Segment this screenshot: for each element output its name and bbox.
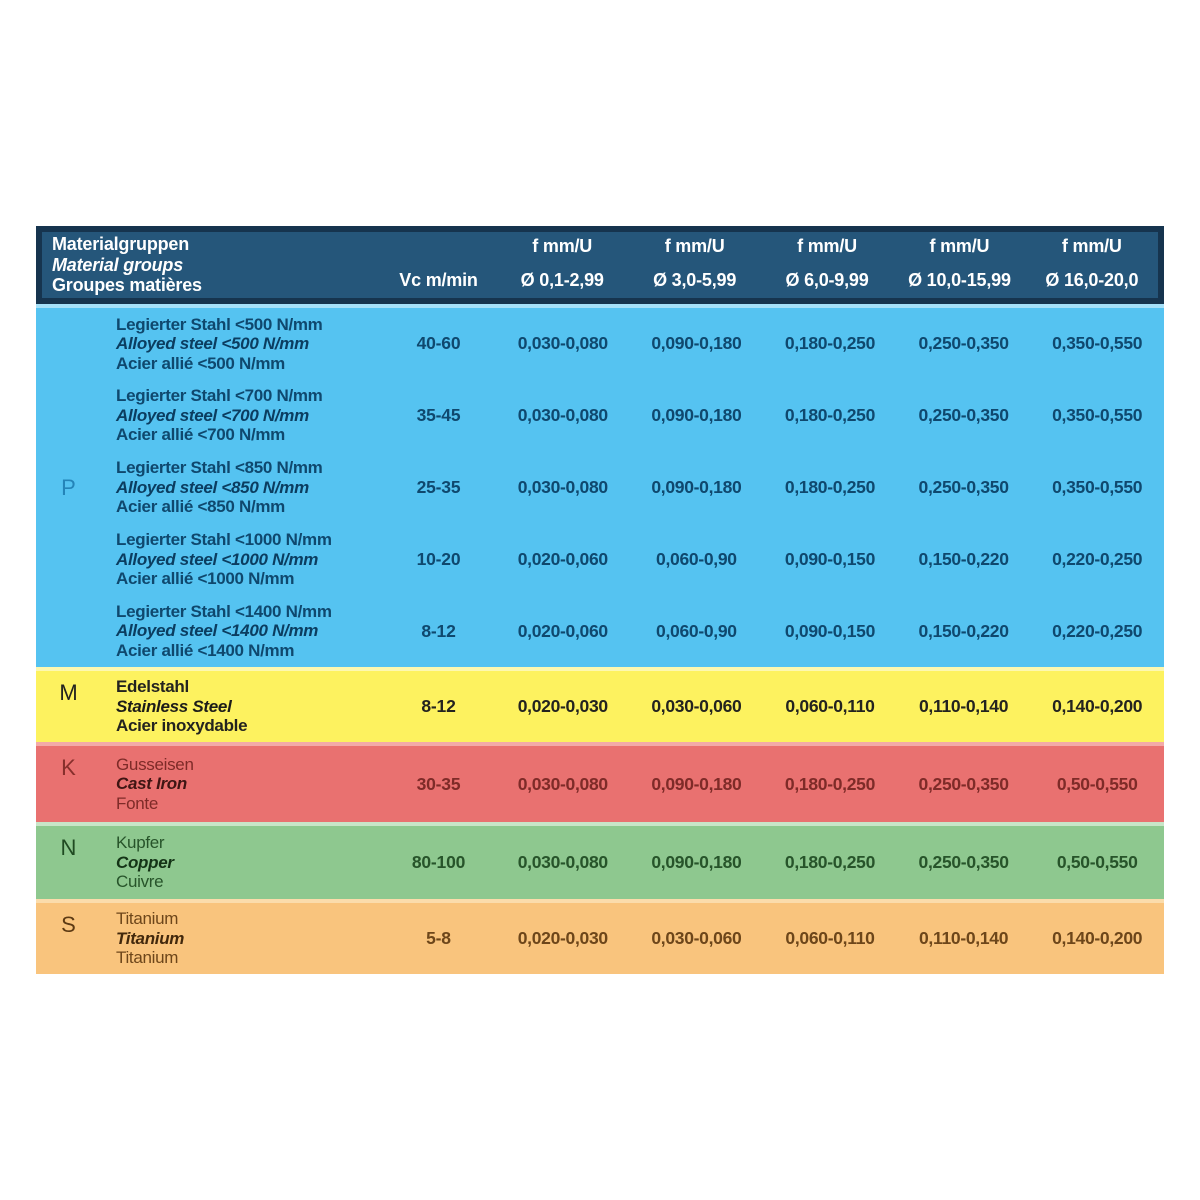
material-label	[101, 458, 381, 517]
feed-values	[496, 774, 1164, 795]
feed-unit-label: f mm/U	[1061, 236, 1122, 256]
feed-values	[496, 333, 1164, 354]
material-name-fr: Acier allié <1000 N/mm	[116, 569, 295, 589]
feed-value: 0,090-0,150	[784, 548, 876, 569]
material-groups-title	[42, 232, 381, 298]
material-name-de: Legierter Stahl <700 N/mm	[116, 386, 323, 406]
material-name-en: Alloyed steel <1000 N/mm	[116, 549, 319, 569]
table-row	[101, 671, 1164, 742]
section-rows	[101, 746, 1164, 822]
feed-column-header	[893, 232, 1025, 298]
material-name-en: Alloyed steel <500 N/mm	[116, 334, 309, 354]
feed-column-header	[496, 232, 628, 298]
feed-unit-label: f mm/U	[664, 236, 725, 256]
feed-values	[496, 852, 1164, 873]
material-label	[101, 602, 381, 661]
header-feed-columns	[496, 232, 1158, 298]
section-rows	[101, 826, 1164, 899]
feed-values	[496, 549, 1164, 570]
title-line-en: Material groups	[52, 254, 184, 275]
vc-value: 80-100	[411, 852, 466, 872]
section-rows	[101, 903, 1164, 974]
material-name-de: Legierter Stahl <1400 N/mm	[116, 601, 332, 621]
material-name-de: Legierter Stahl <850 N/mm	[116, 458, 323, 478]
cutting-data-table	[36, 226, 1164, 974]
feed-value: 0,50-0,550	[1056, 852, 1138, 872]
material-name-en: Titanium	[116, 928, 185, 948]
material-name-fr: Acier allié <1400 N/mm	[116, 640, 295, 660]
feed-value: 0,250-0,350	[918, 773, 1009, 794]
material-name-en: Stainless Steel	[116, 696, 232, 716]
feed-diameter-label: Ø 6,0-9,99	[785, 270, 869, 290]
feed-value: 0,350-0,550	[1052, 333, 1143, 354]
feed-value: 0,060-0,90	[656, 620, 737, 641]
feed-value: 0,060-0,90	[656, 548, 737, 569]
material-name-fr: Acier allié <500 N/mm	[116, 353, 285, 373]
material-name-de: Kupfer	[116, 833, 165, 853]
feed-value: 0,50-0,550	[1056, 773, 1138, 794]
table-row	[101, 523, 1164, 595]
material-section	[36, 742, 1164, 822]
feed-value: 0,180-0,250	[784, 405, 876, 426]
feed-value: 0,180-0,250	[784, 773, 876, 794]
vc-value: 40-60	[416, 333, 461, 354]
material-name-de: Legierter Stahl <1000 N/mm	[116, 530, 332, 550]
feed-column-header	[628, 232, 760, 298]
material-section	[36, 899, 1164, 974]
feed-values	[496, 621, 1164, 642]
material-name-en: Cast Iron	[116, 774, 187, 794]
material-name-fr: Titanium	[116, 948, 179, 968]
feed-unit-label: f mm/U	[929, 236, 990, 256]
feed-values	[496, 477, 1164, 498]
feed-column-header	[1026, 232, 1158, 298]
feed-value: 0,140-0,200	[1052, 696, 1143, 716]
feed-value: 0,020-0,030	[517, 696, 608, 716]
feed-value: 0,090-0,180	[651, 476, 742, 497]
material-name-fr: Acier inoxydable	[116, 716, 248, 736]
feed-unit-label: f mm/U	[797, 236, 857, 256]
feed-value: 0,250-0,350	[918, 333, 1009, 354]
feed-value: 0,090-0,180	[651, 333, 742, 354]
material-name-de: Edelstahl	[116, 677, 189, 697]
feed-value: 0,090-0,180	[651, 773, 742, 794]
feed-value: 0,250-0,350	[918, 852, 1009, 872]
feed-value: 0,110-0,140	[919, 928, 1009, 948]
feed-value: 0,060-0,110	[785, 696, 875, 716]
feed-value: 0,180-0,250	[784, 476, 876, 497]
table-row	[101, 452, 1164, 524]
material-label	[101, 833, 381, 892]
feed-value: 0,090-0,180	[651, 852, 742, 872]
vc-value: 30-35	[416, 773, 461, 794]
table-row	[101, 595, 1164, 667]
feed-value: 0,180-0,250	[784, 333, 876, 354]
material-label	[101, 315, 381, 374]
feed-value: 0,180-0,250	[784, 852, 876, 872]
table-row	[101, 746, 1164, 822]
feed-value: 0,140-0,200	[1052, 928, 1143, 948]
feed-value: 0,060-0,110	[785, 928, 875, 948]
material-name-fr: Fonte	[116, 793, 158, 813]
feed-value: 0,250-0,350	[918, 405, 1009, 426]
section-rows	[101, 308, 1164, 667]
table-row	[101, 903, 1164, 974]
material-name-en: Copper	[116, 852, 174, 872]
feed-value: 0,030-0,080	[517, 852, 608, 872]
feed-value: 0,020-0,060	[517, 548, 608, 569]
vc-column-header: Vc m/min	[399, 270, 478, 290]
feed-diameter-label: Ø 3,0-5,99	[653, 270, 737, 290]
feed-value: 0,090-0,150	[784, 620, 876, 641]
material-label	[101, 530, 381, 589]
material-label	[101, 909, 381, 968]
feed-value: 0,030-0,080	[517, 773, 608, 794]
vc-value: 25-35	[416, 476, 461, 497]
feed-values	[496, 405, 1164, 426]
vc-value: 8-12	[421, 696, 456, 716]
group-letter-s: S	[61, 912, 76, 937]
material-section	[36, 667, 1164, 742]
title-line-fr: Groupes matières	[52, 275, 202, 296]
group-letter-k: K	[61, 755, 76, 780]
material-name-en: Alloyed steel <1400 N/mm	[116, 621, 319, 641]
material-name-fr: Acier allié <700 N/mm	[116, 425, 285, 445]
material-name-de: Legierter Stahl <500 N/mm	[116, 314, 323, 334]
feed-value: 0,030-0,060	[651, 928, 742, 948]
material-name-en: Alloyed steel <700 N/mm	[116, 405, 309, 425]
material-section	[36, 822, 1164, 899]
feed-value: 0,030-0,080	[517, 333, 608, 354]
material-name-de: Titanium	[116, 909, 179, 929]
feed-diameter-label: Ø 10,0-15,99	[908, 270, 1011, 290]
group-letter-m: M	[59, 680, 78, 705]
vc-value: 5-8	[426, 928, 451, 948]
feed-value: 0,110-0,140	[919, 696, 1009, 716]
feed-value: 0,030-0,060	[651, 696, 742, 716]
feed-value: 0,030-0,080	[517, 476, 608, 497]
feed-value: 0,350-0,550	[1052, 476, 1143, 497]
table-body	[36, 304, 1164, 974]
feed-value: 0,350-0,550	[1052, 405, 1143, 426]
table-row	[101, 308, 1164, 380]
feed-values	[496, 696, 1164, 717]
material-section	[36, 304, 1164, 667]
feed-value: 0,150-0,220	[918, 620, 1009, 641]
material-name-fr: Acier allié <850 N/mm	[116, 497, 285, 517]
feed-value: 0,020-0,060	[517, 620, 608, 641]
vc-value: 8-12	[421, 620, 456, 641]
group-letter-n: N	[60, 835, 77, 860]
material-name-de: Gusseisen	[116, 754, 194, 774]
feed-value: 0,150-0,220	[918, 548, 1009, 569]
material-label	[101, 386, 381, 445]
feed-unit-label: f mm/U	[532, 236, 593, 256]
title-line-de: Materialgruppen	[52, 234, 190, 255]
table-row	[101, 826, 1164, 899]
material-name-fr: Cuivre	[116, 872, 164, 892]
feed-value: 0,090-0,180	[651, 405, 742, 426]
feed-value: 0,030-0,080	[517, 405, 608, 426]
feed-value: 0,250-0,350	[918, 476, 1009, 497]
feed-diameter-label: Ø 0,1-2,99	[520, 270, 604, 290]
feed-value: 0,220-0,250	[1052, 620, 1143, 641]
feed-diameter-label: Ø 16,0-20,0	[1045, 270, 1139, 290]
section-rows	[101, 671, 1164, 742]
feed-column-header	[761, 232, 893, 298]
material-label	[101, 755, 381, 814]
feed-values	[496, 928, 1164, 949]
material-name-en: Alloyed steel <850 N/mm	[116, 477, 309, 497]
table-row	[101, 380, 1164, 452]
table-header	[36, 226, 1164, 304]
material-label	[101, 677, 381, 736]
vc-value: 10-20	[416, 548, 461, 569]
feed-value: 0,220-0,250	[1052, 548, 1143, 569]
feed-value: 0,020-0,030	[517, 928, 608, 948]
group-letter-p: P	[61, 474, 76, 500]
vc-value: 35-45	[416, 405, 461, 426]
